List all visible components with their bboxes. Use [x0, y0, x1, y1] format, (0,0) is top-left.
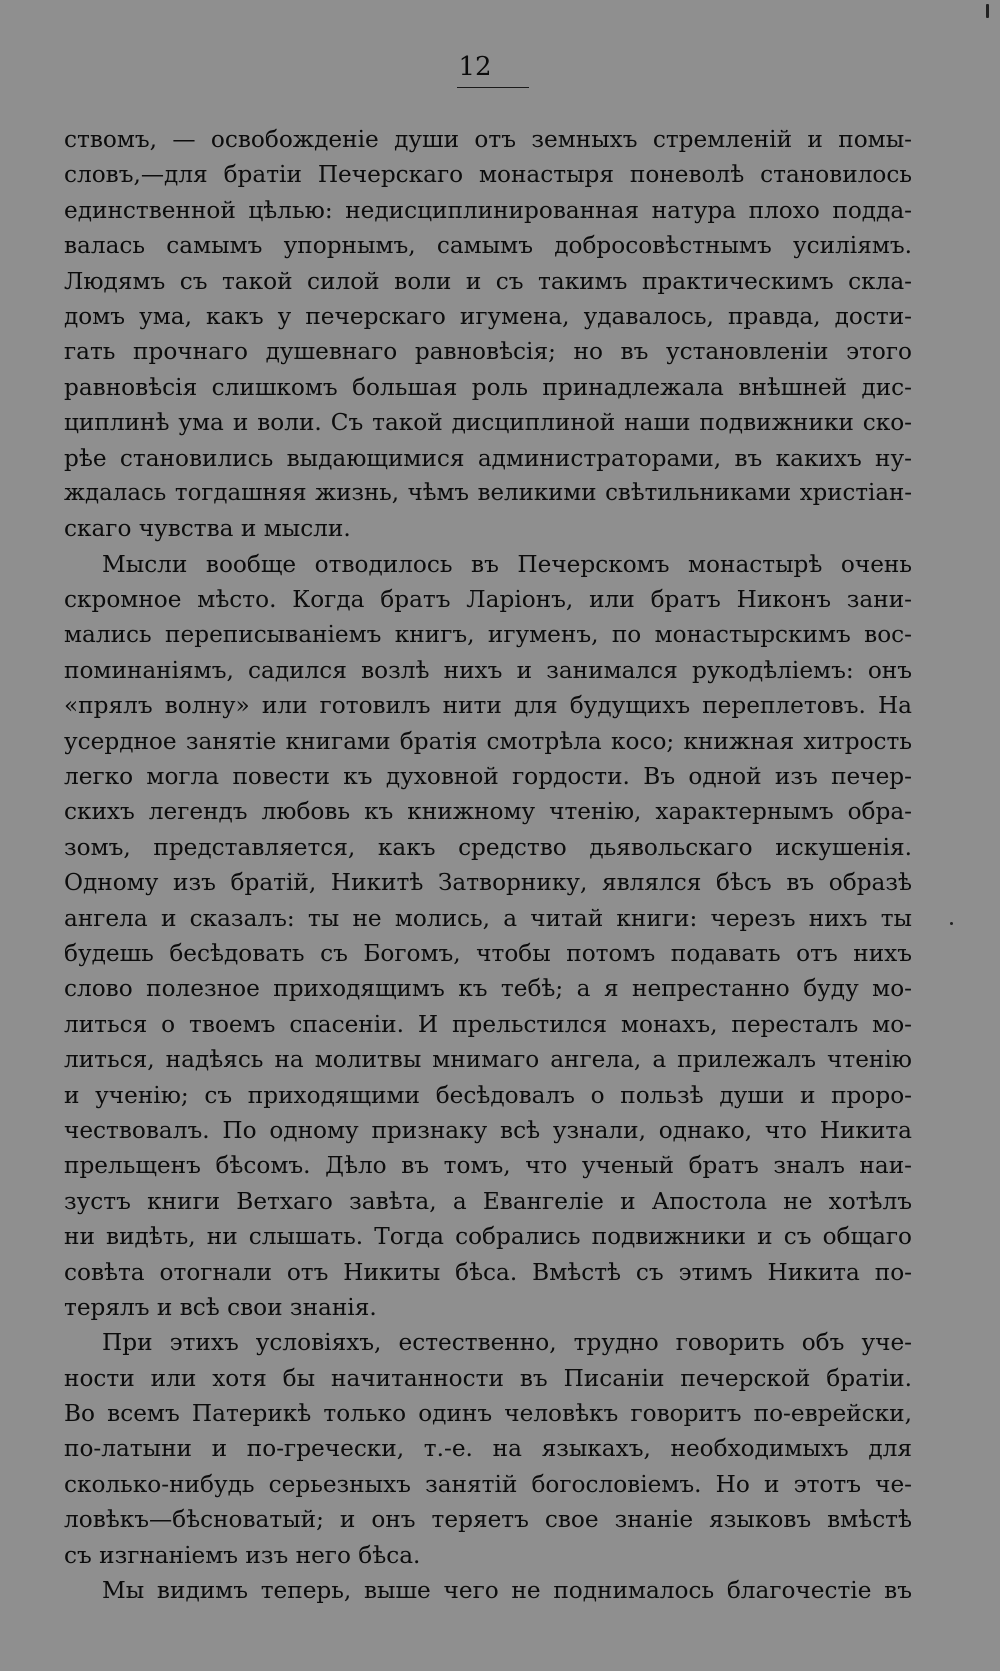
text-line: единственной цѣлью: недисциплинированная натура плохо подда-	[64, 196, 912, 224]
text-line: При этихъ условіяхъ, естественно, трудно говорить объ уче-	[102, 1329, 912, 1357]
text-line: Во всемъ Патерикѣ только одинъ человѣкъ говоритъ по-еврейски,	[64, 1400, 912, 1428]
text-line: скромное мѣсто. Когда братъ Ларіонъ, или братъ Никонъ зани-	[64, 586, 912, 614]
text-line: прельщенъ бѣсомъ. Дѣло въ томъ, что ученый братъ зналъ наи-	[64, 1152, 912, 1180]
text-line: поминаніямъ, садился возлѣ нихъ и занимался рукодѣліемъ: онъ	[64, 656, 912, 684]
text-line: Мысли вообще отводилось въ Печерскомъ монастырѣ очень	[102, 550, 912, 578]
text-line: зомъ, представляется, какъ средство дьявольскаго искушенія.	[64, 833, 912, 861]
text-line: ни видѣть, ни слышать. Тогда собрались подвижники и съ общаго	[64, 1223, 912, 1251]
text-line: циплинѣ ума и воли. Съ такой дисциплиной наши подвижники ско-	[64, 409, 912, 437]
text-line: по-латыни и по-гречески, т.-е. на языкахъ, необходимыхъ для	[64, 1435, 912, 1463]
text-line: мались переписываніемъ книгъ, игуменъ, по монастырскимъ вос-	[64, 621, 912, 649]
text-line: скихъ легендъ любовь къ книжному чтенію, характернымъ обра-	[64, 798, 912, 826]
text-line: Людямъ съ такой силой воли и съ такимъ практическимъ скла-	[64, 267, 912, 295]
page-number-rule	[457, 87, 529, 88]
text-line: рѣе становились выдающимися администраторами, въ какихъ ну-	[64, 444, 912, 472]
text-line: словъ,—для братіи Печерскаго монастыря поневолѣ становилось	[64, 161, 912, 189]
scan-speck	[950, 922, 953, 925]
text-line: усердное занятіе книгами братія смотрѣла косо; книжная хитрость	[64, 727, 912, 755]
text-line: «прялъ волну» или готовилъ нити для будущихъ переплетовъ. На	[64, 692, 912, 720]
text-line: Одному изъ братій, Никитѣ Затворнику, являлся бѣсъ въ образѣ	[64, 869, 912, 897]
text-line: сколько-нибудь серьезныхъ занятій богословіемъ. Но и этотъ че-	[64, 1470, 912, 1498]
text-line: ловѣкъ—бѣсноватый; и онъ теряетъ свое знаніе языковъ вмѣстѣ	[64, 1506, 912, 1534]
text-line: и ученію; съ приходящими бесѣдовалъ о пользѣ души и проро-	[64, 1081, 912, 1109]
text-line: ности или хотя бы начитанности въ Писаніи печерской братіи.	[64, 1364, 912, 1392]
scan-speck	[986, 4, 989, 18]
page-number: 12	[458, 52, 492, 82]
text-line: домъ ума, какъ у печерскаго игумена, удавалось, правда, дости-	[64, 302, 912, 330]
text-line: совѣта отогнали отъ Никиты бѣса. Вмѣстѣ съ этимъ Никита по-	[64, 1258, 912, 1286]
text-line: гать прочнаго душевнаго равновѣсія; но въ установленіи этого	[64, 338, 912, 366]
text-line: скаго чувства и мысли.	[64, 515, 351, 543]
text-line: литься о твоемъ спасеніи. И прельстился монахъ, пересталъ мо-	[64, 1010, 912, 1038]
text-line: ждалась тогдашняя жизнь, чѣмъ великими свѣтильниками христіан-	[64, 479, 912, 506]
text-line: слово полезное приходящимъ къ тебѣ; а я непрестанно буду мо-	[64, 975, 912, 1003]
text-line: валась самымъ упорнымъ, самымъ добросовѣстнымъ усиліямъ.	[64, 232, 912, 260]
text-line: легко могла повести къ духовной гордости. Въ одной изъ печер-	[64, 763, 912, 791]
text-line: зустъ книги Ветхаго завѣта, а Евангеліе и Апостола не хотѣлъ	[64, 1187, 912, 1215]
text-line: ствомъ, — освобожденіе души отъ земныхъ стремленій и помы-	[64, 126, 912, 153]
text-line: равновѣсія слишкомъ большая роль принадлежала внѣшней дис-	[64, 373, 912, 401]
text-line: ангела и сказалъ: ты не молись, а читай книги: черезъ нихъ ты	[64, 904, 912, 932]
text-line: Мы видимъ теперь, выше чего не поднималось благочестіе въ	[102, 1577, 912, 1605]
text-line: терялъ и всѣ свои знанія.	[64, 1293, 377, 1321]
text-body	[64, 122, 912, 1608]
text-line: литься, надѣясь на молитвы мнимаго ангела, а прилежалъ чтенію	[64, 1046, 912, 1074]
text-line: чествовалъ. По одному признаку всѣ узнали, однако, что Никита	[64, 1116, 912, 1144]
text-line: съ изгнаніемъ изъ него бѣса.	[64, 1541, 421, 1569]
text-line: будешь бесѣдовать съ Богомъ, чтобы потомъ подавать отъ нихъ	[64, 939, 912, 967]
